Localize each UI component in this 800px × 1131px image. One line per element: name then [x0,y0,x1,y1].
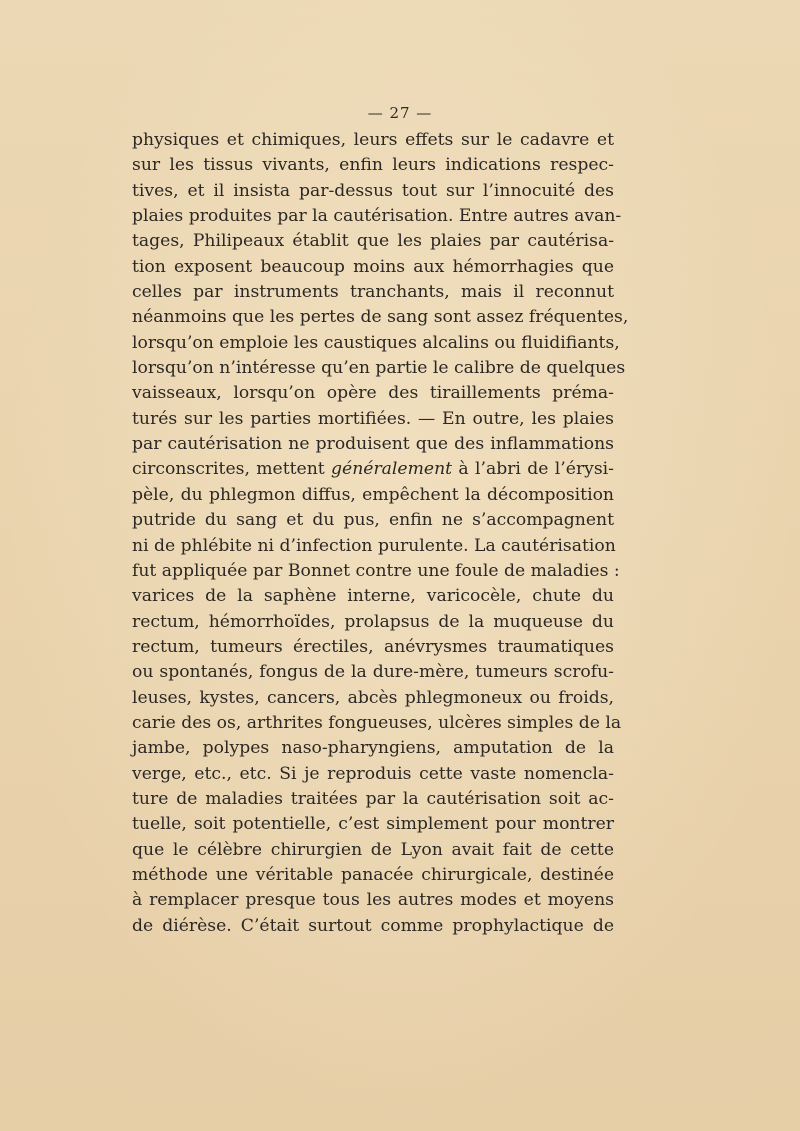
text-line: ou spontanés, fongus de la dure-mère, tumeurs scrofu- [132,662,614,683]
text-line: sur les tissus vivants, enfin leurs indications respec- [132,155,614,176]
page-number: — 27 — [367,104,433,122]
text-line: leuses, kystes, cancers, abcès phlegmoneux ou froids, [132,687,614,708]
text-line: jambe, polypes naso-pharyngiens, amputation de la [132,738,614,759]
text-line: celles par instruments tranchants, mais il reconnut [132,282,614,303]
text-line: varices de la saphène interne, varicocèle, chute du [132,586,614,607]
text-line: vaisseaux, lorsqu’on opère des tiraillements préma- [132,383,614,404]
text-line: rectum, tumeurs érectiles, anévrysmes traumatiques [132,636,614,657]
text-line: par cautérisation ne produisent que des inflammations [132,434,614,455]
text-line: putride du sang et du pus, enfin ne s’accompagnent [132,510,614,531]
text-line: fut appliquée par Bonnet contre une foule de maladies : [132,560,620,581]
text-line: plaies produites par la cautérisation. Entre autres avan- [132,206,622,227]
text-line: verge, etc., etc. Si je reproduis cette vaste nomencla- [132,763,614,784]
text-line: rectum, hémorrhoïdes, prolapsus de la muqueuse du [132,611,614,632]
text-line: lorsqu’on n’intéresse qu’en partie le calibre de quelques [132,358,626,379]
text-line: lorsqu’on emploie les caustiques alcalins ou fluidifiants, [132,332,620,353]
text-line: turés sur les parties mortifiées. — En outre, les plaies [132,408,614,429]
text-line: tages, Philipeaux établit que les plaies par cautérisa- [132,231,614,252]
text-line: néanmoins que les pertes de sang sont assez fréquentes, [132,307,629,328]
text-line: tuelle, soit potentielle, c’est simplement pour montrer [132,814,614,835]
text-line: à remplacer presque tous les autres modes et moyens [132,890,614,911]
text-line: que le célèbre chirurgien de Lyon avait fait de cette [132,839,614,860]
text-line: tion exposent beaucoup moins aux hémorrhagies que [132,256,614,277]
text-line: tives, et il insista par-dessus tout sur l’innocuité des [132,180,614,201]
text-line: de diérèse. C’était surtout comme prophylactique de [132,915,614,936]
italic-emphasis: généralement [331,459,453,480]
text-line: carie des os, arthrites fongueuses, ulcères simples de la [132,712,622,733]
text-line: pèle, du phlegmon diffus, empêchent la décomposition [132,484,614,505]
text-line: ture de maladies traitées par la cautérisation soit ac- [132,788,614,809]
body-text [132,128,629,939]
text-line: circonscrites, mettent généralement à l’abri de l’érysi- [132,459,614,480]
text-line: ni de phlébite ni d’infection purulente. La cautérisation [132,535,616,556]
text-line: physiques et chimiques, leurs effets sur le cadavre et [132,130,614,150]
text-line: méthode une véritable panacée chirurgicale, destinée [132,864,614,885]
